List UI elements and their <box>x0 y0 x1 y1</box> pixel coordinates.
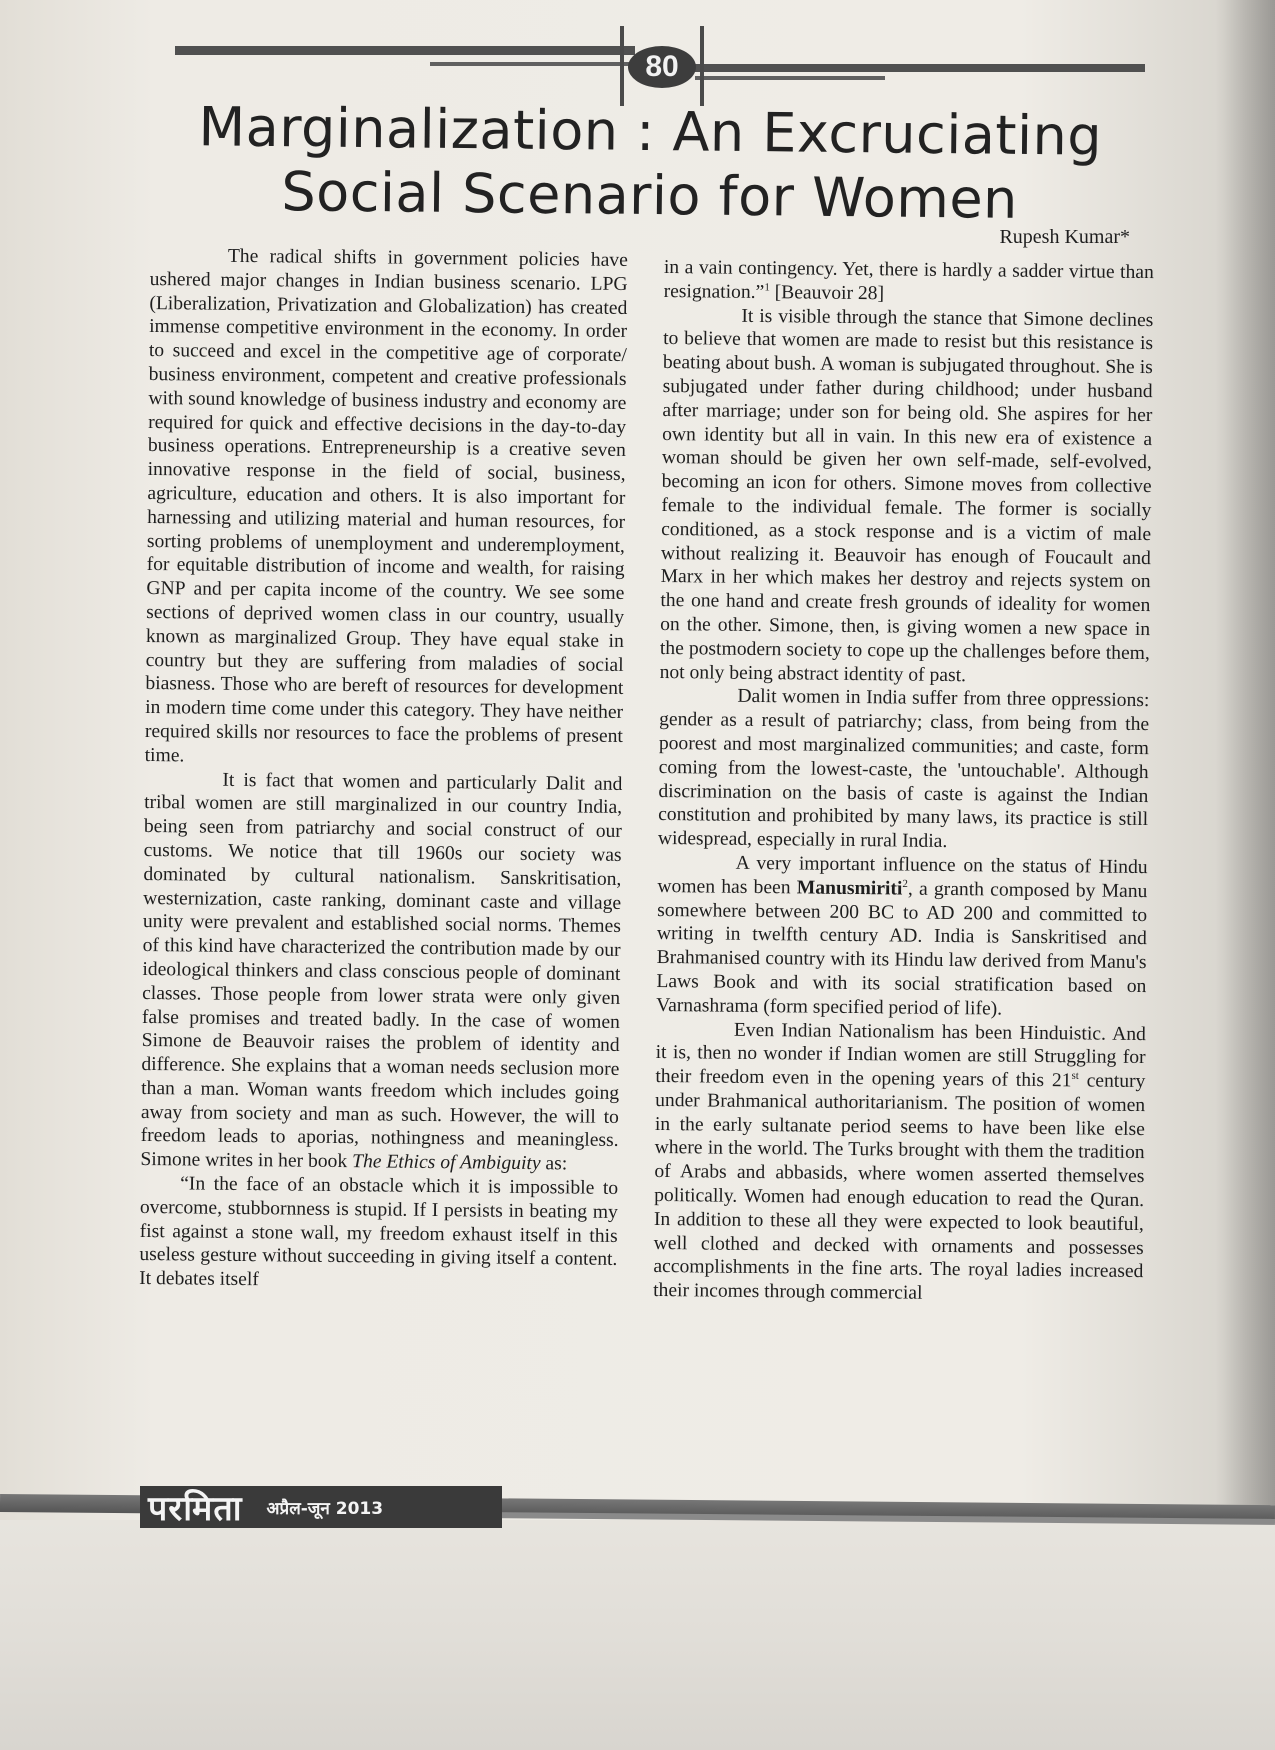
article-title: Marginalization : An Excruciating Social Scenario for Women <box>198 95 1103 231</box>
right-paragraph-4-tail: century under Brahmanical authoritarianism. The position of women in the early sultanate period seems to have been like else where in the world. The Turks brought with them the tradition of Arabs and abbasids, where women asserted themselves politically. Women had enough education to read the Quran. In addition to these all they were expected to look beautiful, well clothed and decked with ornaments and possesses accomplishments in the fine arts. The royal ladies increased their incomes through commercial <box>653 1070 1146 1305</box>
header-bar-left <box>620 26 624 106</box>
right-paragraph-3-head: A very important influence on the status of Hindu women has been <box>657 852 1148 899</box>
left-paragraph-2-tail: as: <box>540 1153 568 1175</box>
left-paragraph-1: The radical shifts in government policies have ushered major changes in Indian business scenario. LPG (Liberalization, Privatization and Globalization) has created immense competitive environment in the economy. In order to succeed and excel in the competitive age of corporate/ business environment, competent and creative professionals with sound knowledge of business industry and economy are required for quick and effective decisions in the day-to-day business operations. Entrepreneurship is a creative seven innovative response in the field of social, business, agriculture, education and others. It is also important for harnessing and utilizing material and human resources, for sorting problems of unemployment and underemployment, for equitable distribution of income and wealth, for raising GNP and per capita income of the country. We see some sections of deprived women class in our country, usually known as marginalized Group. They have equal stake in country but they are suffering from maladies of social biasness. Those who are bereft of resources for development in modern time come under this category. They have neither required skills nor resources to face the problems of present time. <box>144 245 628 767</box>
left-paragraph-2 <box>140 768 622 1178</box>
book-title: The Ethics of Ambiguity <box>351 1151 541 1175</box>
binding-shadow <box>1215 0 1275 1520</box>
right-paragraph-3 <box>656 851 1148 1023</box>
beauvoir-quote: “In the face of an obstacle which it is impossible to overcome, stubbornness is stupid. If I persists in beating my fist against a stone wall, my freedom exhaust itself in this useless gesture without succeeding in giving itself a content. It debates itself <box>139 1173 619 1291</box>
header-rule-left <box>175 46 635 55</box>
right-paragraph-2: Dalit women in India suffer from three oppressions: gender as a result of patriarchy; class, from being from the poorest and most marginalized communities; and caste, form coming from the lowest-caste, the 'untouchable'. Although discrimination on the basis of caste is against the Indian constitution and prohibited by many laws, its practice is still widespread, especially in rural India. <box>657 686 1150 853</box>
right-paragraph-0 <box>664 256 1154 309</box>
header-rule-left-thin <box>430 62 630 66</box>
left-column <box>139 244 628 1296</box>
manusmiriti-term: Manusmiriti <box>796 877 903 900</box>
left-paragraph-2-text: It is fact that women and particularly Dalit and tribal women are still marginalized in our country India, being seen from patriarchy and social construct of our customs. We notice that till 1960s our society was dominated by cultural nationalism. Sanskritisation, westernization, caste ranking, dominant caste and village unity were prevalent and established social norms. Themes of this kind have characterized the contribution made by our ideological thinkers and class conscious people of dominant classes. Those people from lower strata were only given false promises and treated badly. In the case of women Simone de Beauvoir raises the problem of identity and difference. She explains that a woman needs seclusion more than a man. Woman wants freedom which includes going away from society and man as such. However, the will to freedom leads to aporias, nothingness and meaningless. Simone writes in her book <box>140 769 623 1173</box>
right-paragraph-4-head: Even Indian Nationalism has been Hinduistic. And it is, then no wonder if Indian women are still Struggling for their freedom even in the opening years of this 21 <box>655 1019 1146 1092</box>
journal-issue: अप्रैल-जून 2013 <box>266 1498 384 1519</box>
ordinal-suffix: st <box>1071 1069 1079 1082</box>
right-paragraph-4 <box>653 1017 1146 1308</box>
article-author: Rupesh Kumar* <box>999 226 1130 248</box>
header-bar-right <box>700 26 704 106</box>
footnote-ref-2: 2 <box>902 877 909 890</box>
page-bottom-margin <box>0 1520 1275 1750</box>
citation: [Beauvoir 28] <box>769 281 885 305</box>
journal-name: परमिता <box>148 1489 243 1529</box>
header-rule-right-thin <box>695 76 885 80</box>
page-number: 80 <box>628 46 696 88</box>
quote-continuation: in a vain contingency. Yet, there is hardly a sadder virtue than resignation.” <box>663 256 1154 303</box>
header-rule-right <box>695 64 1145 72</box>
right-paragraph-1: It is visible through the stance that Simone declines to believe that women are made to resist but this resistance is beating about bush. A woman is subjugated throughout. She is subjugated under father during childhood; under husband after marriage; under son for being old. She aspires for her own identity but all in vain. In this new era of existence a woman should be given her own self-made, self-evolved, becoming an icon for others. Simone moves from collective female to the individual female. The former is socially conditioned, as a stock response and is a victim of male without realizing it. Beauvoir has enough of Foucault and Marx in her which makes her destroy and rejects system on the one hand and create fresh grounds of ideality for women on the other. Simone, then, is giving women a new space in the postmodern society to cope up the challenges before them, not only being abstract identity of past. <box>659 305 1154 686</box>
right-paragraph-3-tail: , a granth composed by Manu somewhere between 200 BC to AD 200 and committed to writing in twelfth century AD. India is Sanskritised and Brahmanised country with its Hindu law derived from Manu's Laws Book and with its social stratification based on Varnashrama (form specified period of life). <box>656 878 1148 1020</box>
right-column <box>653 256 1154 1308</box>
footer-journal-tag <box>140 1486 502 1528</box>
footnote-ref-1: 1 <box>764 281 770 294</box>
